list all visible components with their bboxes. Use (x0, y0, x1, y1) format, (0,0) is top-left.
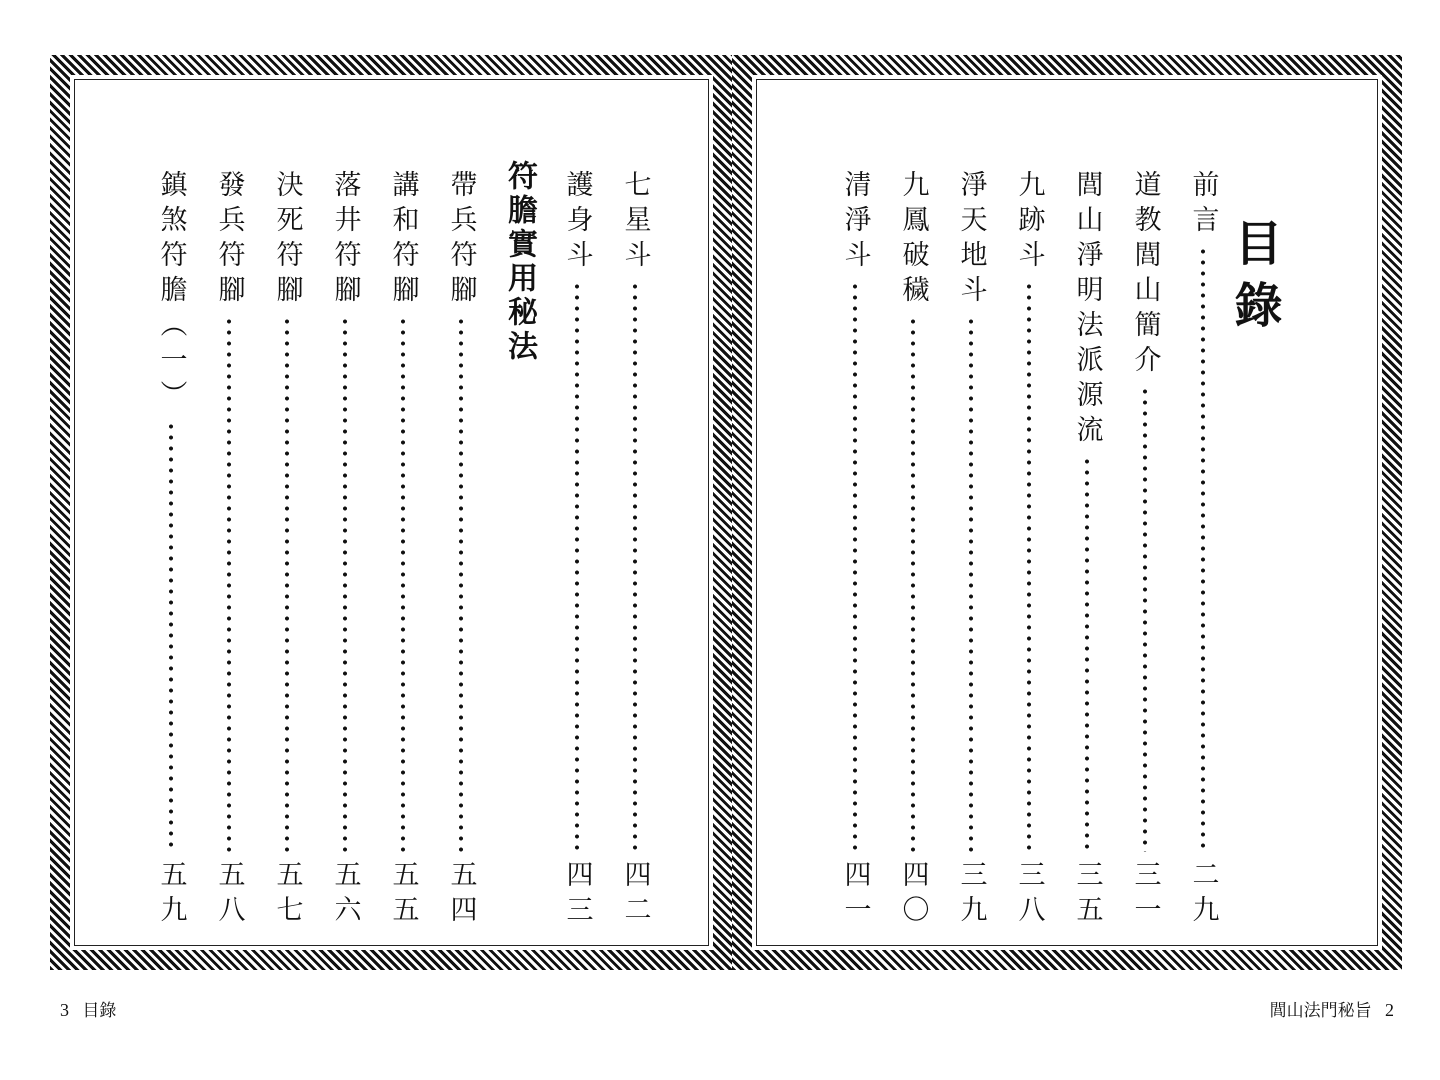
toc-entry (381, 170, 425, 930)
left-running-head: 目錄 (82, 1001, 117, 1021)
left-footer (52, 996, 116, 1021)
toc-entry-page: 二九 (1187, 860, 1219, 930)
toc-entry (613, 170, 657, 930)
toc-entry-page: 四〇 (897, 860, 929, 930)
toc-entry-page: 五九 (155, 860, 187, 930)
dot-leader (284, 316, 290, 852)
right-page-inner-frame (756, 79, 1378, 946)
toc-entry-page: 五八 (213, 860, 245, 930)
toc-entry-title: 決死符腳 (271, 170, 303, 310)
left-page-inner-frame (74, 79, 709, 946)
toc-entry (891, 170, 935, 930)
dot-leader (168, 421, 174, 852)
dot-leader (458, 316, 464, 852)
dot-leader (226, 316, 232, 852)
dot-leader (342, 316, 348, 852)
toc-entry-title: 道教閭山簡介 (1129, 170, 1161, 380)
dot-leader (910, 316, 916, 852)
toc-entry-title: 帶兵符腳 (445, 170, 477, 310)
right-footer (1270, 996, 1402, 1021)
toc-entry-title: 淨天地斗 (955, 170, 987, 310)
toc-entry-page: 五四 (445, 860, 477, 930)
dot-leader (574, 281, 580, 852)
toc-entry (1065, 170, 1109, 930)
section-heading-text: 符膽實用秘法 (502, 160, 537, 364)
toc-entry-title: 落井符腳 (329, 170, 361, 310)
toc-entry (439, 170, 483, 930)
dot-leader (400, 316, 406, 852)
dot-leader (1142, 386, 1148, 852)
toc-entry (949, 170, 993, 930)
toc-entry (1181, 170, 1225, 930)
toc-entry-page: 三九 (955, 860, 987, 930)
toc-entry-title: 七星斗 (619, 170, 651, 275)
toc-entry (149, 170, 193, 930)
toc-entry (1007, 170, 1051, 930)
toc-entry-page: 四二 (619, 860, 651, 930)
toc-entry-title: 九跡斗 (1013, 170, 1045, 275)
dot-leader (1200, 246, 1206, 852)
toc-entry-page: 四三 (561, 860, 593, 930)
toc-entry-title: 講和符腳 (387, 170, 419, 310)
dot-leader (1026, 281, 1032, 852)
left-page-number: 3 (60, 1000, 69, 1020)
toc-entry-page: 五五 (387, 860, 419, 930)
dot-leader (852, 281, 858, 852)
toc-entry-title: 前言 (1187, 170, 1219, 240)
dot-leader (1084, 456, 1090, 852)
toc-entry (555, 170, 599, 930)
toc-entry-title: 九鳳破穢 (897, 170, 929, 310)
dot-leader (632, 281, 638, 852)
toc-entry-title: 閭山淨明法派源流 (1071, 170, 1103, 450)
toc-entry-page: 三八 (1013, 860, 1045, 930)
toc-entry-title: 清淨斗 (839, 170, 871, 275)
left-page (50, 55, 733, 970)
toc-entry-page: 三一 (1129, 860, 1161, 930)
toc-entry (323, 170, 367, 930)
section-heading (497, 160, 541, 420)
toc-entry-page: 三五 (1071, 860, 1103, 930)
right-page (732, 55, 1402, 970)
toc-entry-title: 護身斗 (561, 170, 593, 275)
toc-entry-page: 四一 (839, 860, 871, 930)
toc-entry (833, 170, 877, 930)
right-running-head: 閭山法門秘旨 (1269, 1001, 1372, 1021)
toc-entry-title: 發兵符腳 (213, 170, 245, 310)
right-page-number: 2 (1385, 1000, 1394, 1020)
toc-entry-page: 五六 (329, 860, 361, 930)
toc-entry (207, 170, 251, 930)
toc-entry (265, 170, 309, 930)
toc-entry-title: 鎮煞符膽（一） (155, 170, 187, 415)
toc-entry (1123, 170, 1167, 930)
toc-entry-page: 五七 (271, 860, 303, 930)
page-title: 目錄 (1226, 218, 1282, 342)
dot-leader (968, 316, 974, 852)
